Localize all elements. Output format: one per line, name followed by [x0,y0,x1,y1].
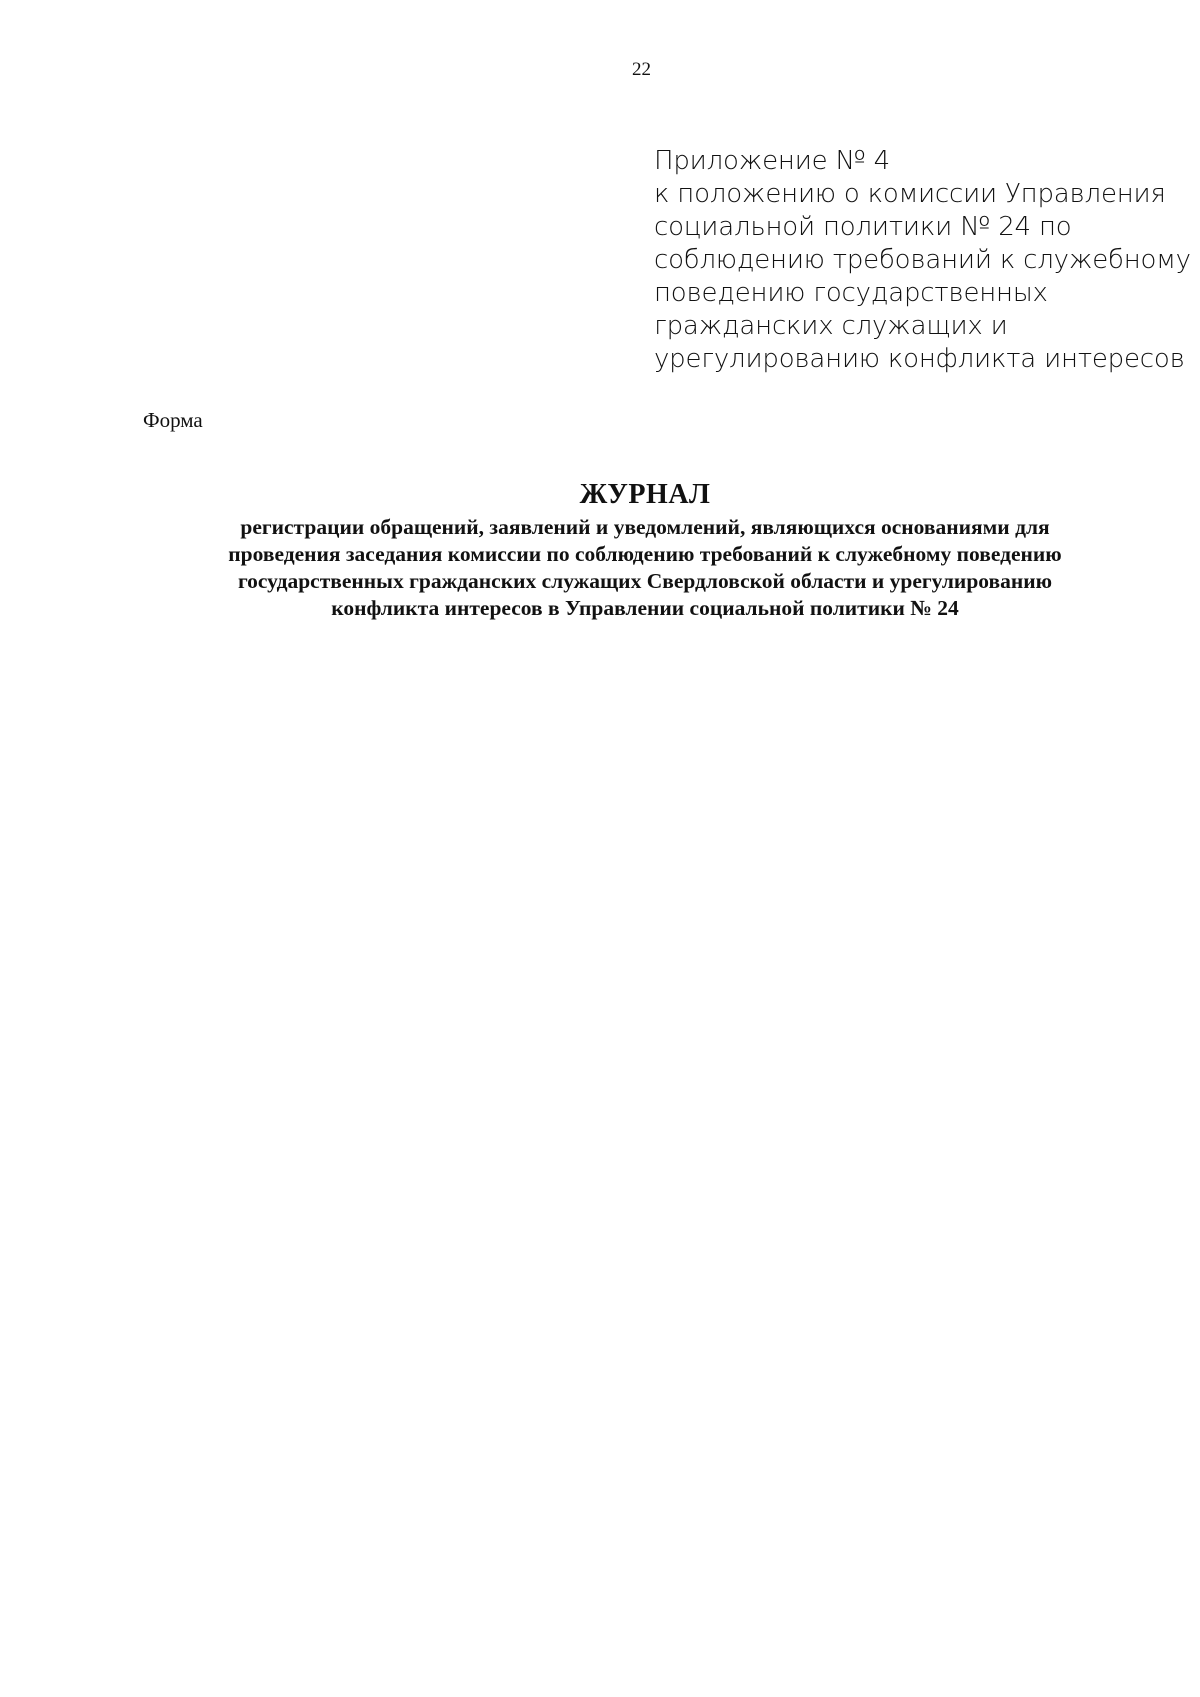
journal-subtitle-line: проведения заседания комиссии по соблюдению требований к служебному поведению [228,542,1062,566]
appendix-line: Приложение № 4 [654,146,890,176]
journal-subtitle [120,514,1170,622]
appendix-line: урегулированию конфликта интересов [654,344,1185,374]
appendix-line: соблюдению требований к служебному [654,245,1191,275]
appendix-line: гражданских служащих и [654,311,1008,341]
journal-subtitle-line: конфликта интересов в Управлении социальной политики № 24 [331,596,959,620]
form-label: Форма [143,408,203,432]
journal-title: ЖУРНАЛ [579,479,711,510]
appendix-header [654,145,1191,376]
appendix-line: социальной политики № 24 по [654,212,1072,242]
appendix-line: к положению о комиссии Управления [654,179,1166,209]
appendix-line: поведению государственных [654,278,1048,308]
journal-subtitle-line: регистрации обращений, заявлений и уведомлений, являющихся основаниями для [240,515,1050,539]
journal-subtitle-line: государственных гражданских служащих Свердловской области и урегулированию [237,569,1053,593]
journal-heading [120,478,1170,622]
page-number: 22 [632,59,651,80]
